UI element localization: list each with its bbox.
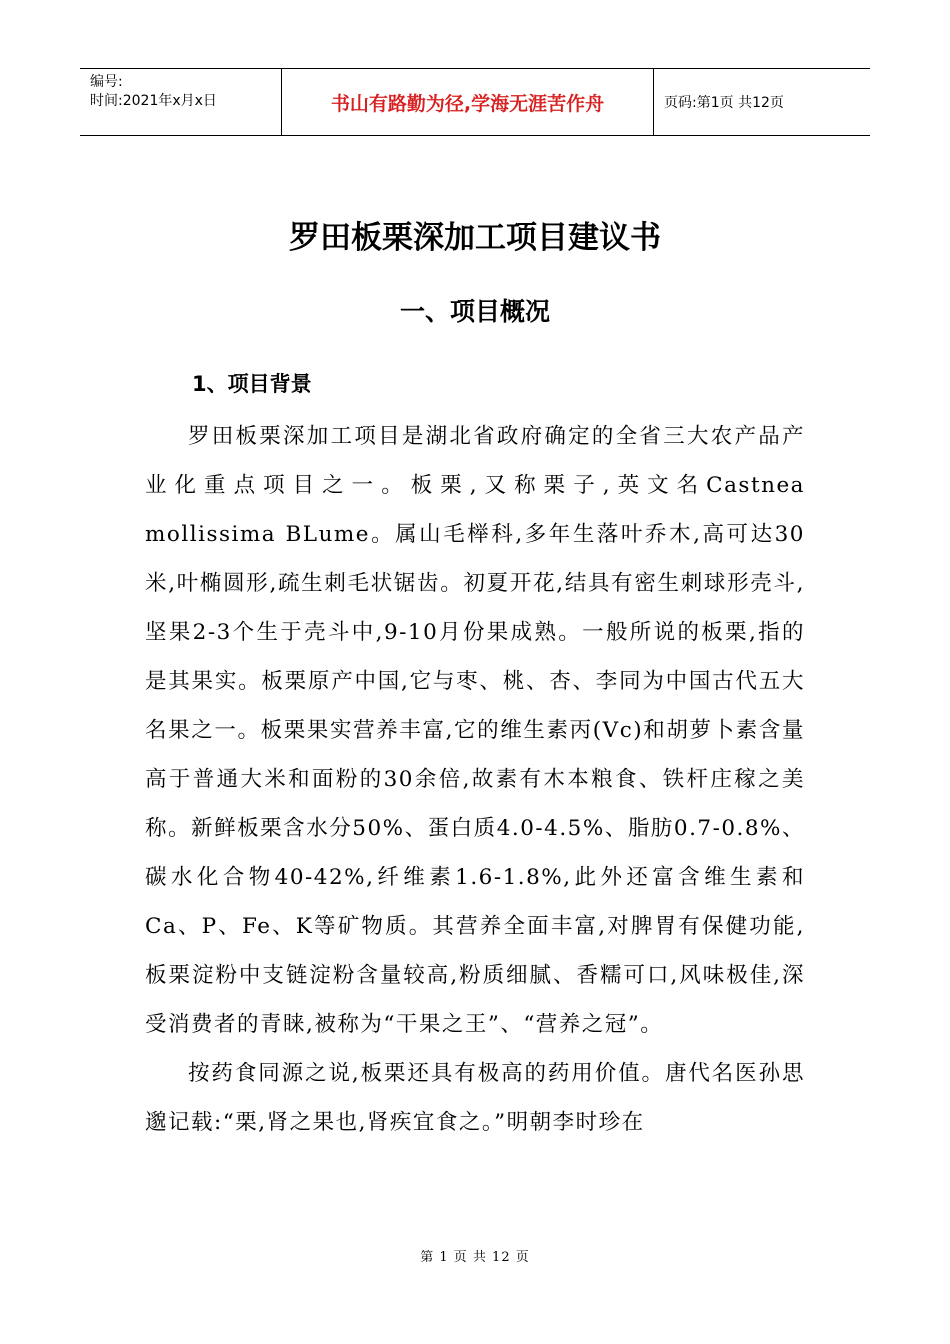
body-text [145,412,805,1147]
document-date: 时间:2021年x月x日 [90,93,217,109]
header-table [80,68,870,136]
header-meta-cell [80,69,282,135]
paragraph: 按药食同源之说,板栗还具有极高的药用价值。唐代名医孙思邈记载:“栗,肾之果也,肾疾宜食之。”明朝李时珍在 [145,1061,805,1135]
section-title: 一、项目概况 [399,297,550,326]
page-footer: 第 1 页 共 12 页 [420,1250,530,1265]
document-title: 罗田板栗深加工项目建议书 [289,220,661,256]
subsection-title: 1、项目背景 [192,372,312,396]
header-motto: 书山有路勤为径,学海无涯苦作舟 [282,69,654,135]
header-page-info: 页码:第1页 共12页 [664,95,784,111]
document-number-label: 编号: [90,74,123,90]
paragraph: 罗田板栗深加工项目是湖北省政府确定的全省三大农产品产业化重点项目之一。板栗,又称栗子,英文名Castnea mollissima BLume。属山毛榉科,多年生落叶乔木,高可达30米,叶椭圆形,疏生刺毛状锯齿。初夏开花,结具有密生刺球形壳斗,坚果2-3个生于壳斗中,9-10月份果成熟。一般所说的板栗,指的是其果实。板栗原产中国,它与枣、桃、杏、李同为中国古代五大名果之一。板栗果实营养丰富,它的维生素丙(Vc)和胡萝卜素含量高于普通大米和面粉的30余倍,故素有木本粮食、铁杆庄稼之美称。新鲜板栗含水分50%、蛋白质4.0-4.5%、脂肪0.7-0.8%、碳水化合物40-42%,纤维素1.6-1.8%,此外还富含维生素和Ca、P、Fe、K等矿物质。其营养全面丰富,对脾胃有保健功能,板栗淀粉中支链淀粉含量较高,粉质细腻、香糯可口,风味极佳,深受消费者的青睐,被称为“干果之王”、“营养之冠”。 [145,424,805,1037]
